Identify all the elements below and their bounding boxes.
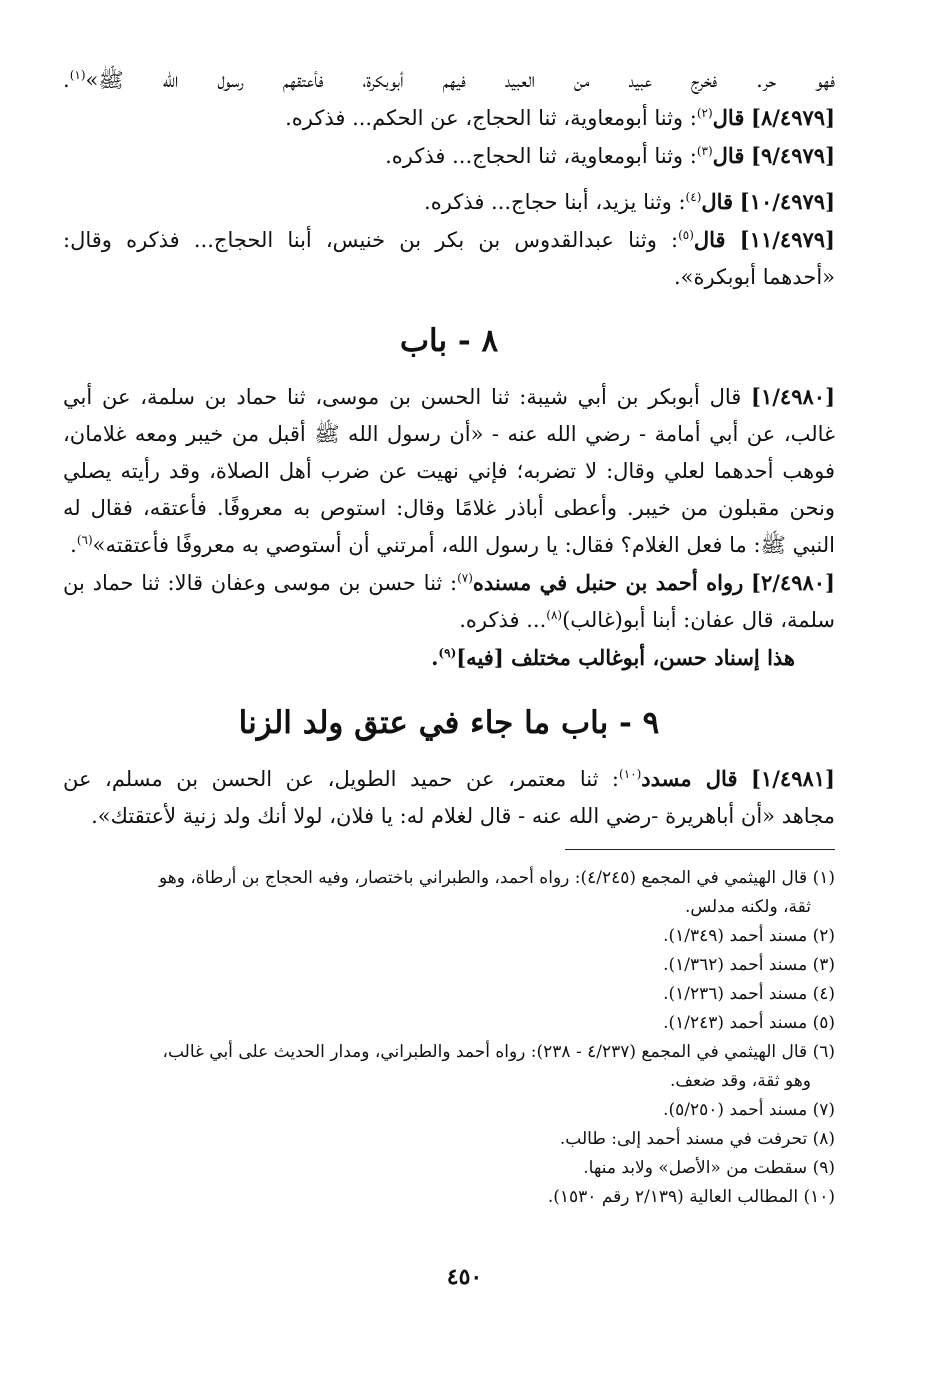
- text-line: غالب، عن أبي أمامة - رضي الله عنه - «أن رسول الله ﷺ أقبل من خيبر ومعه غلامان،: [63, 422, 835, 446]
- section-9-heading: ٩ - باب ما جاء في عتق ولد الزنا: [238, 705, 660, 741]
- text-line: ونحن مقبلون من خيبر. وأعطى أباذر غلامًا وقال: استوص به معروفًا. فأعتقه، فقال له: [63, 496, 835, 520]
- text-line: النبي ﷺ: ما فعل الغلام؟ فقال: يا رسول الله، أمرتني أن أستوصي به معروفًا فأعتقته»$^{(٦)}$.: [70, 533, 835, 557]
- footnote-marker: (٥): [678, 228, 694, 242]
- record-number: [٢/٤٩٨٠]: [751, 570, 835, 595]
- record-number: [١/٤٩٨١]: [751, 766, 835, 791]
- footnote-5: (٥) مسند أحمد (١/٢٤٣).: [663, 1013, 835, 1033]
- record-10-4979: [١٠/٤٩٧٩] قال$^{(٤)}$: وثنا يزيد، أبنا حجاج... فذكره.: [424, 189, 835, 214]
- page-body: [63, 62, 835, 1212]
- footnote-marker: (٤): [685, 190, 702, 204]
- record-number: [١/٤٩٨٠]: [751, 384, 835, 409]
- record-2-4980: [٢/٤٩٨٠] رواه أحمد بن حنبل في مسنده$^{(٧)}$: ثنا حسن بن موسى وعفان قالا: ثنا حماد بن: [63, 570, 835, 595]
- footnote-1-continued: ثقة، ولكنه مدلس.: [684, 897, 811, 917]
- text-line: سلمة، قال عفان: أبنا أبو(غالب)$^{(٨)}$... فذكره.: [459, 608, 835, 632]
- record-1-4981: [١/٤٩٨١] قال مسدد$^{(١٠)}$: ثنا معتمر، عن حميد الطويل، عن الحسن بن مسلم، عن: [63, 766, 835, 791]
- footnote-marker: (٩): [438, 646, 457, 660]
- record-8-4979: [٨/٤٩٧٩] قال$^{(٢)}$: وثنا أبومعاوية، ثنا الحجاج، عن الحكم... فذكره.: [285, 105, 835, 130]
- footnote-marker: (٧): [457, 571, 473, 585]
- footnote-marker: (٢): [696, 106, 713, 120]
- page-number: ٤٥٠: [446, 1264, 483, 1290]
- grading-note: هذا إسناد حسن، أبوغالب مختلف [فيه]$^{(٩)}$.: [431, 645, 795, 670]
- footnote-7: (٧) مسند أحمد (٥/٢٥٠).: [663, 1100, 835, 1120]
- footnote-4: (٤) مسند أحمد (١/٢٣٦).: [663, 984, 835, 1004]
- footnote-marker: (٨): [546, 608, 563, 622]
- footnote-marker: (١٠): [619, 767, 642, 781]
- text-line: فوهب أحدهما لعلي وقال: لا تضربه؛ فإني نهيت عن ضرب أهل الصلاة، وقد رأيته يصلي: [63, 459, 835, 483]
- footnote-9: (٩) سقطت من «الأصل» ولابد منها.: [583, 1158, 835, 1178]
- footnote-10: (١٠) المطالب العالية (٢/١٣٩ رقم ١٥٣٠).: [547, 1187, 835, 1207]
- record-number: [٩/٤٩٧٩]: [751, 143, 835, 168]
- footnote-marker: (٦): [76, 533, 93, 547]
- footnote-6: (٦) قال الهيثمي في المجمع (٤/٢٣٧ - ٢٣٨): رواه أحمد والطبراني، ومدار الحديث على أبي غالب،: [162, 1042, 835, 1062]
- footnote-2: (٢) مسند أحمد (١/٣٤٩).: [663, 926, 835, 946]
- footnote-3: (٣) مسند أحمد (١/٣٦٢).: [663, 955, 835, 975]
- record-number: [١١/٤٩٧٩]: [739, 227, 835, 252]
- text-line: فهو حر. فخرج عبيد من العبيد فيهم أبوبكرة، فأعتقهم رسول الله ﷺ»$^{(١)}$.: [63, 68, 835, 92]
- text-line: مجاهد «أن أباهريرة -رضي الله عنه - قال لغلام له: يا فلان، لولا أنك ولد زنية لأعتقتك».: [91, 804, 835, 828]
- record-number: [١٠/٤٩٧٩]: [739, 189, 835, 214]
- footnote-separator: [565, 849, 835, 850]
- text-line: «أحدهما أبوبكرة».: [673, 265, 835, 289]
- footnote-6-continued: وهو ثقة، وقد ضعف.: [670, 1071, 811, 1091]
- record-1-4980: [١/٤٩٨٠] قال أبوبكر بن أبي شيبة: ثنا الحسن بن موسى، ثنا حماد بن سلمة، عن أبي: [63, 384, 835, 409]
- footnote-8: (٨) تحرفت في مسند أحمد إلى: طالب.: [559, 1129, 835, 1149]
- record-number: [٨/٤٩٧٩]: [751, 105, 835, 130]
- section-8-heading: ٨ - باب: [399, 323, 499, 359]
- footnote-1: (١) قال الهيثمي في المجمع (٤/٢٤٥): رواه أحمد، والطبراني باختصار، وفيه الحجاج بن أرطاة، وهو: [159, 868, 835, 888]
- footnote-marker: (٣): [696, 144, 713, 158]
- footnote-marker: (١): [69, 68, 86, 82]
- record-11-4979: [١١/٤٩٧٩] قال$^{(٥)}$: وثنا عبدالقدوس بن بكر بن خنيس، أبنا الحجاج... فذكره وقال:: [63, 227, 835, 252]
- record-9-4979: [٩/٤٩٧٩] قال$^{(٣)}$: وثنا أبومعاوية، ثنا الحجاج... فذكره.: [385, 143, 835, 168]
